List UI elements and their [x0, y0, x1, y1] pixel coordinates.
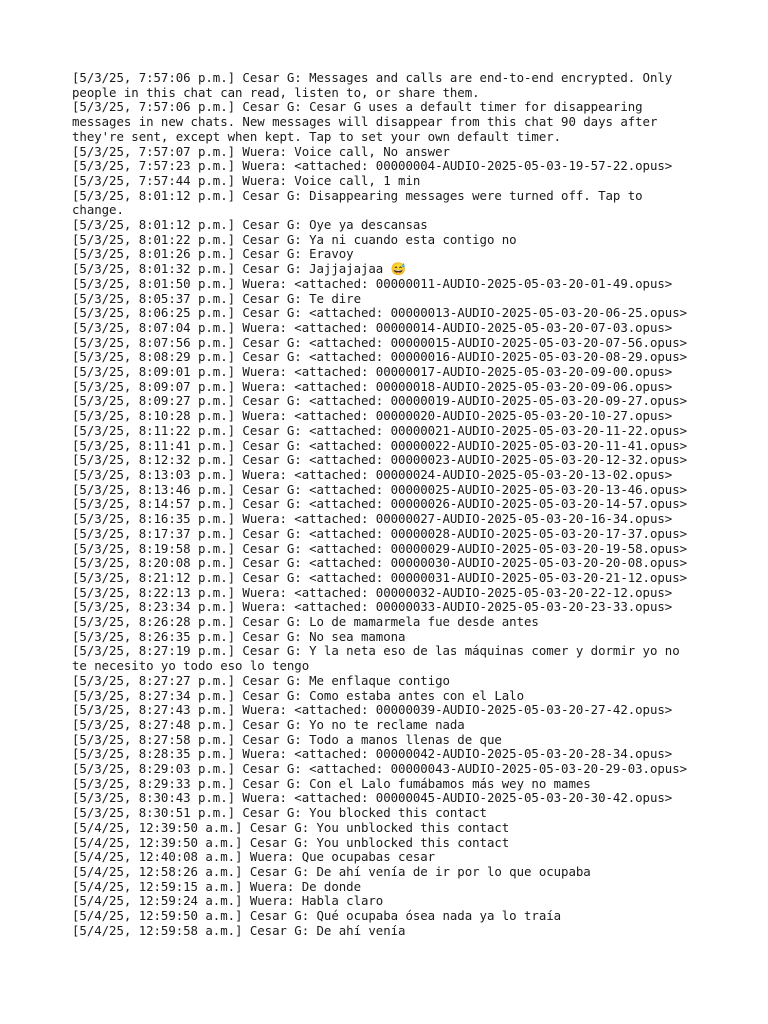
chat-log-line: [5/3/25, 8:26:28 p.m.] Cesar G: Lo de mamarmela fue desde antes — [72, 614, 539, 630]
chat-export-page — [72, 71, 692, 938]
chat-log-line: [5/3/25, 8:08:29 p.m.] Cesar G: <attached: 00000016-AUDIO-2025-05-03-20-08-29.opus> — [72, 349, 688, 365]
chat-log-line: [5/3/25, 8:01:12 p.m.] Cesar G: Oye ya descansas — [72, 217, 428, 233]
chat-log-line: [5/3/25, 8:27:58 p.m.] Cesar G: Todo a manos llenas de que — [72, 731, 502, 747]
chat-log-line: [5/3/25, 8:06:25 p.m.] Cesar G: <attached: 00000013-AUDIO-2025-05-03-20-06-25.opus> — [72, 305, 688, 321]
chat-log-line: [5/3/25, 8:14:57 p.m.] Cesar G: <attached: 00000026-AUDIO-2025-05-03-20-14-57.opus> — [72, 496, 688, 512]
chat-log-line: [5/3/25, 8:30:51 p.m.] Cesar G: You blocked this contact — [72, 805, 487, 821]
chat-log — [72, 71, 692, 938]
chat-log-line: [5/4/25, 12:59:15 a.m.] Wuera: De donde — [72, 878, 361, 894]
chat-log-line: [5/3/25, 8:01:50 p.m.] Wuera: <attached: 00000011-AUDIO-2025-05-03-20-01-49.opus> — [72, 275, 673, 291]
chat-log-line: [5/3/25, 8:27:48 p.m.] Cesar G: Yo no te reclame nada — [72, 716, 465, 732]
chat-log-line: [5/3/25, 8:01:32 p.m.] Cesar G: Jajjajajaa 😅 — [72, 261, 406, 277]
chat-log-line: [5/3/25, 8:11:22 p.m.] Cesar G: <attached: 00000021-AUDIO-2025-05-03-20-11-22.opus> — [72, 422, 688, 438]
chat-log-line: [5/3/25, 8:07:04 p.m.] Wuera: <attached: 00000014-AUDIO-2025-05-03-20-07-03.opus> — [72, 319, 673, 335]
chat-log-line: [5/3/25, 8:29:03 p.m.] Cesar G: <attached: 00000043-AUDIO-2025-05-03-20-29-03.opus> — [72, 761, 688, 777]
chat-log-line: [5/3/25, 8:28:35 p.m.] Wuera: <attached: 00000042-AUDIO-2025-05-03-20-28-34.opus> — [72, 746, 673, 762]
chat-log-line: [5/3/25, 8:22:13 p.m.] Wuera: <attached: 00000032-AUDIO-2025-05-03-20-22-12.opus> — [72, 584, 673, 600]
chat-log-line: [5/3/25, 7:57:44 p.m.] Wuera: Voice call, 1 min — [72, 172, 421, 188]
chat-log-line: [5/3/25, 7:57:06 p.m.] Cesar G: Messages and calls are end-to-end encrypted. Only people in this chat can read, listen to, or share them. — [72, 70, 680, 100]
chat-log-line: [5/4/25, 12:59:24 a.m.] Wuera: Habla claro — [72, 893, 384, 909]
chat-log-line: [5/3/25, 8:05:37 p.m.] Cesar G: Te dire — [72, 290, 361, 306]
chat-log-line: [5/3/25, 8:16:35 p.m.] Wuera: <attached: 00000027-AUDIO-2025-05-03-20-16-34.opus> — [72, 511, 673, 527]
chat-log-line: [5/3/25, 8:13:46 p.m.] Cesar G: <attached: 00000025-AUDIO-2025-05-03-20-13-46.opus> — [72, 481, 688, 497]
chat-log-line: [5/4/25, 12:39:50 a.m.] Cesar G: You unblocked this contact — [72, 819, 510, 835]
chat-log-line: [5/3/25, 8:07:56 p.m.] Cesar G: <attached: 00000015-AUDIO-2025-05-03-20-07-56.opus> — [72, 334, 688, 350]
chat-log-line: [5/3/25, 8:10:28 p.m.] Wuera: <attached: 00000020-AUDIO-2025-05-03-20-10-27.opus> — [72, 408, 673, 424]
chat-log-line: [5/4/25, 12:58:26 a.m.] Cesar G: De ahí venía de ir por lo que ocupaba — [72, 863, 591, 879]
chat-log-line: [5/4/25, 12:59:50 a.m.] Cesar G: Qué ocupaba ósea nada ya lo traía — [72, 908, 562, 924]
chat-log-line: [5/3/25, 8:01:22 p.m.] Cesar G: Ya ni cuando esta contigo no — [72, 231, 517, 247]
chat-log-line: [5/3/25, 8:27:27 p.m.] Cesar G: Me enflaque contigo — [72, 672, 450, 688]
chat-log-line: [5/3/25, 8:13:03 p.m.] Wuera: <attached: 00000024-AUDIO-2025-05-03-20-13-02.opus> — [72, 466, 673, 482]
chat-log-line: [5/3/25, 8:01:12 p.m.] Cesar G: Disappearing messages were turned off. Tap to change. — [72, 187, 650, 218]
chat-log-line: [5/3/25, 8:09:27 p.m.] Cesar G: <attached: 00000019-AUDIO-2025-05-03-20-09-27.opus> — [72, 393, 688, 409]
chat-log-line: [5/3/25, 8:17:37 p.m.] Cesar G: <attached: 00000028-AUDIO-2025-05-03-20-17-37.opus> — [72, 525, 688, 541]
chat-log-line: [5/3/25, 8:23:34 p.m.] Wuera: <attached: 00000033-AUDIO-2025-05-03-20-23-33.opus> — [72, 599, 673, 615]
chat-log-line: [5/3/25, 8:19:58 p.m.] Cesar G: <attached: 00000029-AUDIO-2025-05-03-20-19-58.opus> — [72, 540, 688, 556]
chat-log-line: [5/4/25, 12:59:58 a.m.] Cesar G: De ahí venía — [72, 922, 406, 938]
chat-log-line: [5/3/25, 8:21:12 p.m.] Cesar G: <attached: 00000031-AUDIO-2025-05-03-20-21-12.opus> — [72, 569, 688, 585]
chat-log-line: [5/3/25, 8:20:08 p.m.] Cesar G: <attached: 00000030-AUDIO-2025-05-03-20-20-08.opus> — [72, 555, 688, 571]
chat-log-line: [5/4/25, 12:40:08 a.m.] Wuera: Que ocupabas cesar — [72, 849, 436, 865]
chat-log-line: [5/3/25, 8:26:35 p.m.] Cesar G: No sea mamona — [72, 628, 406, 644]
chat-log-line: [5/3/25, 8:27:19 p.m.] Cesar G: Y la neta eso de las máquinas comer y dormir yo no te necesito yo todo eso lo tengo — [72, 643, 688, 674]
chat-log-line: [5/3/25, 8:27:34 p.m.] Cesar G: Como estaba antes con el Lalo — [72, 687, 524, 703]
chat-log-line: [5/4/25, 12:39:50 a.m.] Cesar G: You unblocked this contact — [72, 834, 510, 850]
chat-log-line: [5/3/25, 7:57:07 p.m.] Wuera: Voice call, No answer — [72, 143, 450, 159]
chat-log-line: [5/3/25, 7:57:23 p.m.] Wuera: <attached: 00000004-AUDIO-2025-05-03-19-57-22.opus> — [72, 158, 673, 174]
chat-log-line: [5/3/25, 8:29:33 p.m.] Cesar G: Con el Lalo fumábamos más wey no mames — [72, 775, 591, 791]
chat-log-line: [5/3/25, 7:57:06 p.m.] Cesar G: Cesar G uses a default timer for disappearing messages in new chats. New messages will disappear from this chat 90 days after they're sent, except when kept. Tap to set your own default timer. — [72, 99, 665, 144]
chat-log-line: [5/3/25, 8:09:01 p.m.] Wuera: <attached: 00000017-AUDIO-2025-05-03-20-09-00.opus> — [72, 364, 673, 380]
chat-log-line: [5/3/25, 8:09:07 p.m.] Wuera: <attached: 00000018-AUDIO-2025-05-03-20-09-06.opus> — [72, 378, 673, 394]
chat-log-line: [5/3/25, 8:11:41 p.m.] Cesar G: <attached: 00000022-AUDIO-2025-05-03-20-11-41.opus> — [72, 437, 688, 453]
chat-log-line: [5/3/25, 8:27:43 p.m.] Wuera: <attached: 00000039-AUDIO-2025-05-03-20-27-42.opus> — [72, 702, 673, 718]
chat-log-line: [5/3/25, 8:30:43 p.m.] Wuera: <attached: 00000045-AUDIO-2025-05-03-20-30-42.opus> — [72, 790, 673, 806]
chat-log-line: [5/3/25, 8:01:26 p.m.] Cesar G: Eravoy — [72, 246, 354, 262]
chat-log-line: [5/3/25, 8:12:32 p.m.] Cesar G: <attached: 00000023-AUDIO-2025-05-03-20-12-32.opus> — [72, 452, 688, 468]
